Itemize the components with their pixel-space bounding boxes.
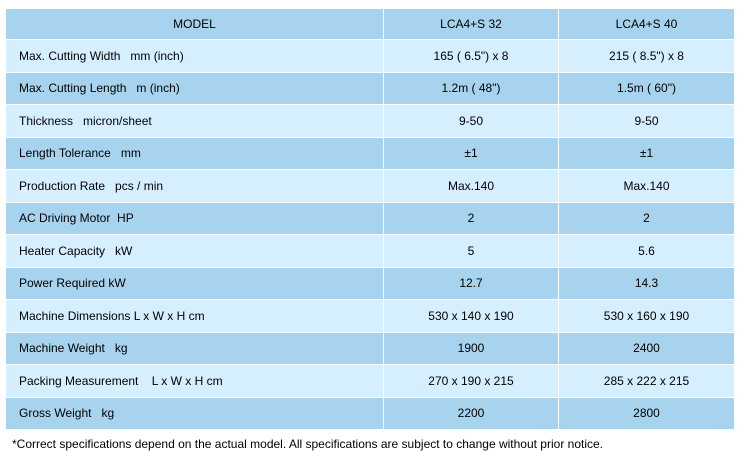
row-value: Max.140 xyxy=(559,170,735,203)
spec-table-header xyxy=(6,9,735,40)
spec-table-body xyxy=(6,40,735,430)
row-label: AC Driving Motor HP xyxy=(6,202,384,235)
row-value: 1900 xyxy=(384,332,559,365)
row-value: 270 x 190 x 215 xyxy=(384,365,559,398)
table-row xyxy=(6,235,735,268)
row-label: Length Tolerance mm xyxy=(6,137,384,170)
row-label: Power Required kW xyxy=(6,267,384,300)
table-row xyxy=(6,300,735,333)
row-value: ±1 xyxy=(559,137,735,170)
row-value: 9-50 xyxy=(559,105,735,138)
table-row xyxy=(6,170,735,203)
header-row xyxy=(6,9,735,40)
row-value: ±1 xyxy=(384,137,559,170)
row-label: Thickness micron/sheet xyxy=(6,105,384,138)
row-value: 2800 xyxy=(559,397,735,430)
row-value: 530 x 140 x 190 xyxy=(384,300,559,333)
header-model: MODEL xyxy=(6,9,384,40)
row-value: 530 x 160 x 190 xyxy=(559,300,735,333)
row-value: 14.3 xyxy=(559,267,735,300)
table-row xyxy=(6,332,735,365)
table-row xyxy=(6,397,735,430)
row-label: Max. Cutting Width mm (inch) xyxy=(6,40,384,73)
row-label: Gross Weight kg xyxy=(6,397,384,430)
row-value: 2200 xyxy=(384,397,559,430)
row-value: 5 xyxy=(384,235,559,268)
row-value: 9-50 xyxy=(384,105,559,138)
row-value: 215 ( 8.5") x 8 xyxy=(559,40,735,73)
row-label: Heater Capacity kW xyxy=(6,235,384,268)
table-row xyxy=(6,267,735,300)
row-label: Packing Measurement L x W x H cm xyxy=(6,365,384,398)
row-value: 2 xyxy=(384,202,559,235)
row-label: Max. Cutting Length m (inch) xyxy=(6,72,384,105)
row-value: 165 ( 6.5") x 8 xyxy=(384,40,559,73)
header-model-2: LCA4+S 40 xyxy=(559,9,735,40)
row-label: Machine Weight kg xyxy=(6,332,384,365)
row-value: 1.2m ( 48") xyxy=(384,72,559,105)
row-value: 5.6 xyxy=(559,235,735,268)
table-row xyxy=(6,202,735,235)
table-row xyxy=(6,365,735,398)
spec-table xyxy=(5,8,735,430)
row-label: Production Rate pcs / min xyxy=(6,170,384,203)
table-row xyxy=(6,105,735,138)
row-value: 12.7 xyxy=(384,267,559,300)
row-value: 285 x 222 x 215 xyxy=(559,365,735,398)
row-value: 2400 xyxy=(559,332,735,365)
row-value: 1.5m ( 60") xyxy=(559,72,735,105)
row-value: Max.140 xyxy=(384,170,559,203)
table-row xyxy=(6,40,735,73)
footnote: *Correct specifications depend on the actual model. All specifications are subject to change without prior notice. xyxy=(12,437,603,451)
table-row xyxy=(6,137,735,170)
header-model-1: LCA4+S 32 xyxy=(384,9,559,40)
row-value: 2 xyxy=(559,202,735,235)
table-row xyxy=(6,72,735,105)
row-label: Machine Dimensions L x W x H cm xyxy=(6,300,384,333)
